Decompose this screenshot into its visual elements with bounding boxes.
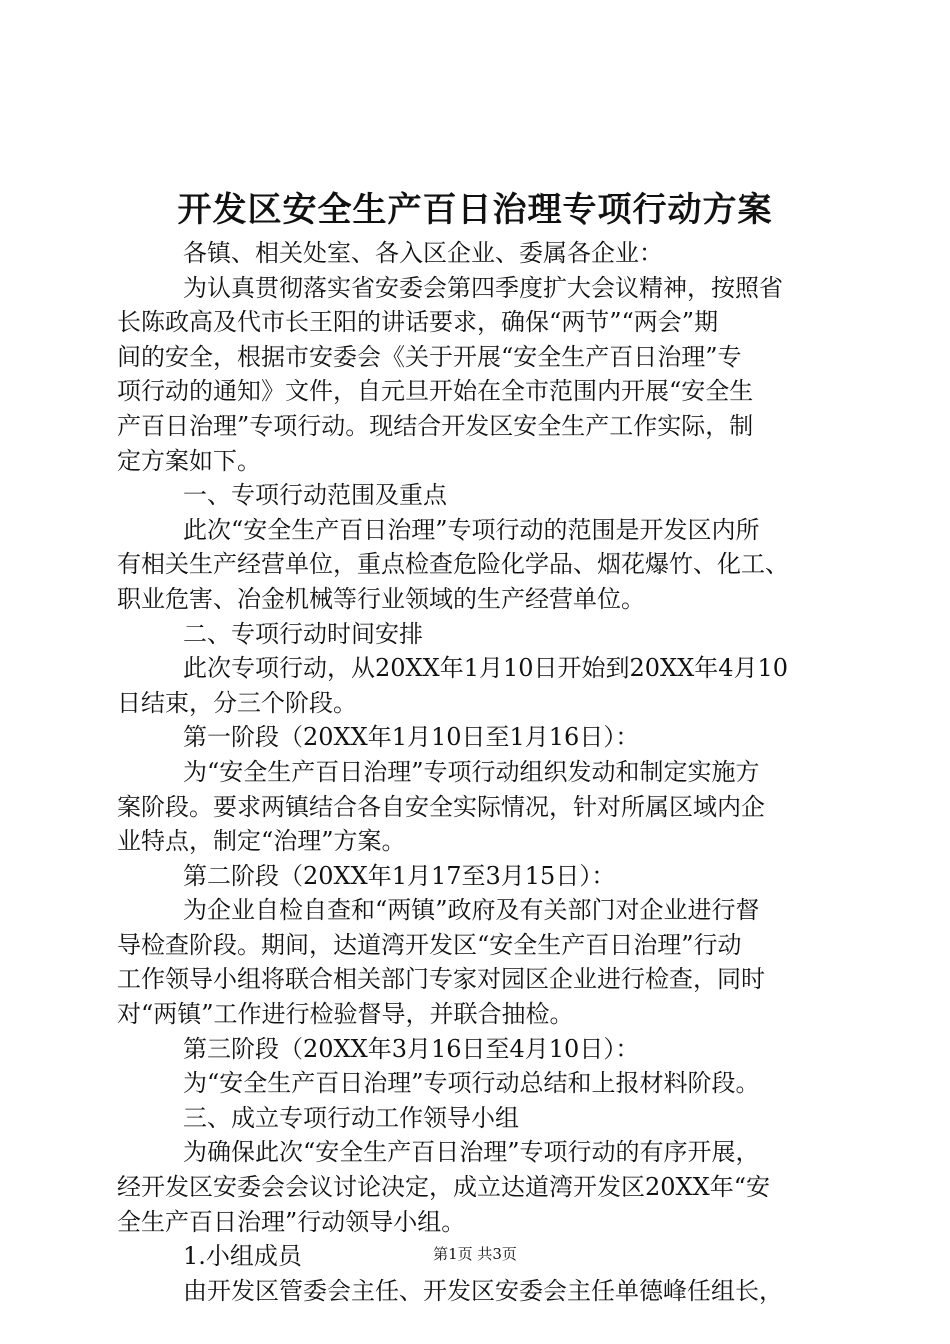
body-line: 长陈政高及代市长王阳的讲话要求，确保“两节”“两会”期 (117, 308, 719, 337)
body-line: 定方案如下。 (117, 446, 261, 475)
body-line: 各镇、相关处室、各入区企业、委属各企业： (183, 239, 663, 267)
body-line: 有相关生产经营单位，重点检查危险化学品、烟花爆竹、化工、 (117, 550, 789, 579)
body-line: 由开发区管委会主任、开发区安委会主任单德峰任组长， (183, 1276, 783, 1305)
body-line: 三、成立专项行动工作领导小组 (183, 1103, 519, 1132)
body-line: 产百日治理”专项行动。现结合开发区安全生产工作实际，制 (117, 411, 754, 440)
document-body (117, 236, 847, 1308)
body-line: 此次专项行动，从20XX年1月10日开始到20XX年4月10 (183, 654, 789, 683)
body-line: 第一阶段（20XX年1月10日至1月16日）： (183, 723, 640, 752)
body-line: 为确保此次“安全生产百日治理”专项行动的有序开展， (183, 1138, 760, 1167)
body-line: 为“安全生产百日治理”专项行动总结和上报材料阶段。 (183, 1069, 760, 1098)
body-line: 此次“安全生产百日治理”专项行动的范围是开发区内所 (183, 515, 760, 544)
body-line: 日结束，分三个阶段。 (117, 688, 357, 717)
body-line: 对“两镇”工作进行检验督导，并联合抽检。 (117, 1000, 574, 1029)
body-line: 第三阶段（20XX年3月16日至4月10日）： (183, 1034, 640, 1063)
document-title: 开发区安全生产百日治理专项行动方案 (177, 190, 773, 230)
body-line: 案阶段。要求两镇结合各自安全实际情况，针对所属区域内企 (117, 792, 765, 821)
body-line: 经开发区安委会会议讨论决定，成立达道湾开发区20XX年“安 (117, 1173, 770, 1202)
body-line: 1.小组成员 (183, 1242, 302, 1271)
body-line: 第二阶段（20XX年1月17至3月15日）： (183, 861, 616, 890)
body-line: 导检查阶段。期间，达道湾开发区“安全生产百日治理”行动 (117, 930, 742, 959)
body-line: 二、专项行动时间安排 (183, 619, 423, 648)
body-line: 全生产百日治理”行动领导小组。 (117, 1207, 466, 1236)
body-line: 一、专项行动范围及重点 (183, 481, 447, 510)
body-line: 为企业自检自查和“两镇”政府及有关部门对企业进行督 (183, 896, 760, 925)
body-line: 项行动的通知》文件，自元旦开始在全市范围内开展“安全生 (117, 377, 754, 406)
page-footer: 第1页 共3页 (433, 1245, 517, 1263)
body-line: 业特点，制定“治理”方案。 (117, 827, 406, 856)
body-line: 工作领导小组将联合相关部门专家对园区企业进行检查，同时 (117, 965, 765, 994)
body-line: 为认真贯彻落实省安委会第四季度扩大会议精神，按照省 (183, 273, 783, 302)
body-line: 职业危害、冶金机械等行业领域的生产经营单位。 (117, 584, 645, 613)
body-line: 间的安全，根据市安委会《关于开展“安全生产百日治理”专 (117, 342, 742, 371)
body-line: 为“安全生产百日治理”专项行动组织发动和制定实施方 (183, 757, 760, 786)
